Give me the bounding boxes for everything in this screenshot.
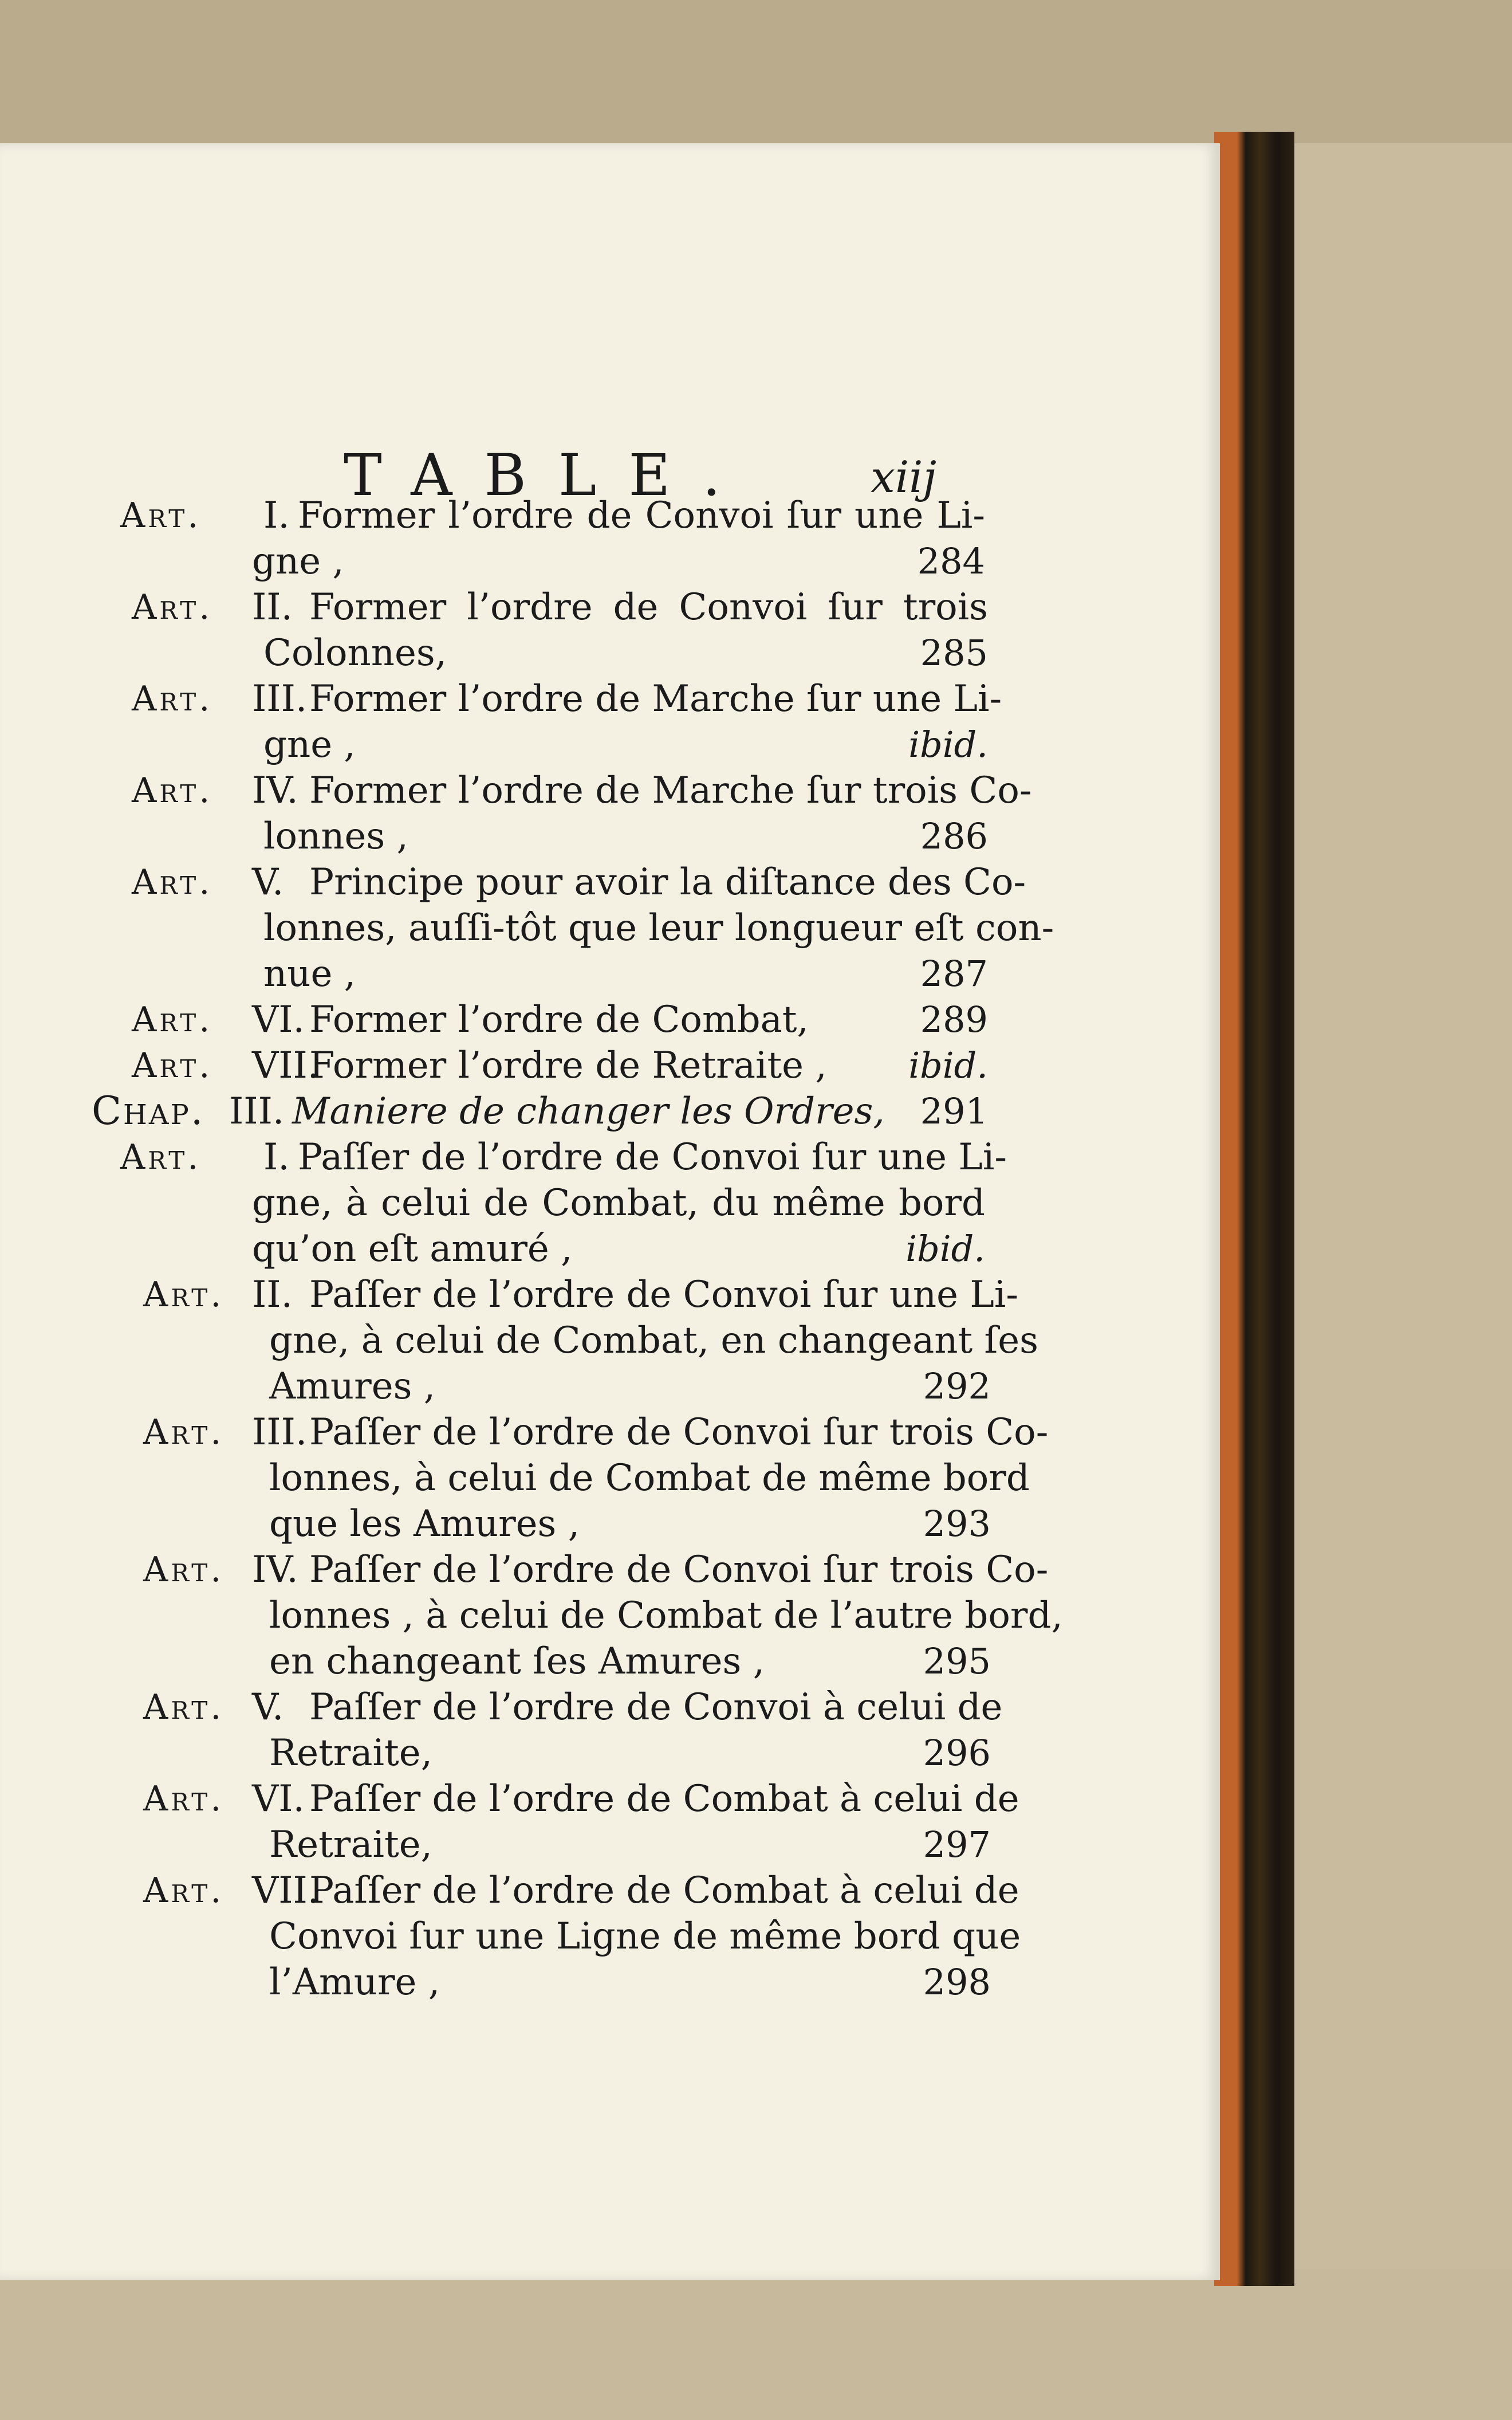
entry-text-line: l’Amure ,	[269, 1961, 440, 2003]
article-label: Art.	[120, 496, 202, 536]
entry-text-line: Colonnes,	[263, 632, 447, 674]
entry-text-line: en changeant ſes Amures ,	[269, 1640, 765, 1683]
entry-page-number: 293	[923, 1503, 991, 1545]
table-of-contents	[0, 143, 1220, 2280]
entry-text-line: lonnes ,	[263, 815, 408, 858]
entry-text-line: Former l’ordre de Marche ſur une Li-	[309, 678, 1002, 720]
article-label: Art.	[132, 1046, 213, 1086]
entry-number: III.	[229, 1090, 285, 1133]
entry-text-line: nue ,	[263, 953, 356, 995]
entry-text-line: Maniere de changer les Ordres,	[292, 1090, 885, 1133]
article-label: Art.	[132, 862, 213, 902]
entry-page-number: 289	[920, 999, 988, 1040]
entry-number: II.	[252, 1274, 293, 1316]
entry-text-line: gne, à celui de Combat, du même bord	[252, 1182, 985, 1224]
entry-page-number: 284	[917, 540, 985, 582]
entry-page-number: 298	[923, 1961, 991, 2003]
entry-text-line: lonnes, auſſi-tôt que leur longueur eſt con-	[263, 907, 1054, 949]
entry-number: VII.	[252, 1869, 320, 1912]
article-label: Art.	[132, 679, 213, 719]
entry-number: VI.	[252, 1778, 305, 1820]
entry-text-line: Paſſer de l’ordre de Convoi ſur trois Co-	[309, 1411, 1049, 1453]
article-label: Art.	[132, 771, 213, 811]
entry-text-line: Former l’ordre de Combat,	[309, 999, 809, 1041]
entry-text-line: Paſſer de l’ordre de Combat à celui de	[309, 1778, 1019, 1820]
article-label: Art.	[143, 1550, 225, 1590]
background-top	[0, 0, 1512, 143]
entry-text-line: Convoi ſur une Ligne de même bord que	[269, 1915, 1021, 1958]
entry-page-number: 291	[920, 1090, 988, 1132]
entry-text-line: gne ,	[263, 724, 356, 766]
entry-number: V.	[252, 861, 284, 903]
book-page	[0, 143, 1220, 2280]
article-label: Art.	[132, 1000, 213, 1040]
entry-text-line: qu’on eſt amuré ,	[252, 1228, 573, 1270]
entry-text-line: Former l’ordre de Convoi ſur une Li-	[298, 494, 985, 537]
entry-text-line: que les Amures ,	[269, 1503, 580, 1545]
entry-page-number: 296	[923, 1732, 991, 1774]
entry-text-line: lonnes , à celui de Combat de l’autre bord,	[269, 1594, 1063, 1637]
entry-text-line: gne, à celui de Combat, en changeant ſes	[269, 1319, 1038, 1362]
entry-page-number: 287	[920, 953, 988, 995]
entry-text-line: Principe pour avoir la diſtance des Co-	[309, 861, 1026, 903]
page-number: xiij	[871, 451, 937, 502]
article-label: Art.	[132, 587, 213, 627]
entry-number: I.	[263, 1136, 290, 1178]
entry-number: V.	[252, 1686, 284, 1728]
entry-text-line: Paſſer de l’ordre de Convoi ſur une Li-	[298, 1136, 1007, 1178]
page-title: TABLE.	[344, 442, 753, 509]
entry-page-number: ibid.	[908, 1044, 988, 1086]
entry-page-number: 285	[920, 632, 988, 674]
entry-page-number: 297	[923, 1824, 991, 1865]
article-label: Art.	[120, 1137, 202, 1177]
entry-page-number: 292	[923, 1365, 991, 1407]
entry-page-number: ibid.	[905, 1228, 985, 1270]
entry-number: VI.	[252, 999, 305, 1041]
entry-text-line: lonnes, à celui de Combat de même bord	[269, 1457, 1030, 1499]
entry-text-line: Paſſer de l’ordre de Convoi à celui de	[309, 1686, 1003, 1728]
entry-text-line: Amures ,	[269, 1365, 436, 1408]
entry-number: II.	[252, 586, 293, 628]
entry-text-line: Former l’ordre de Convoi ſur trois	[309, 586, 988, 628]
entry-number: III.	[252, 678, 308, 720]
entry-page-number: ibid.	[908, 724, 988, 765]
entry-page-number: 295	[923, 1640, 991, 1682]
entry-number: IV.	[252, 769, 298, 812]
article-label: Art.	[143, 1275, 225, 1315]
entry-number: VII.	[252, 1044, 320, 1087]
chapter-label: Chap.	[92, 1089, 205, 1134]
entry-text-line: Paſſer de l’ordre de Convoi ſur trois Co-	[309, 1549, 1049, 1591]
entry-text-line: Paſſer de l’ordre de Combat à celui de	[309, 1869, 1019, 1912]
entry-number: I.	[263, 494, 290, 537]
entry-number: III.	[252, 1411, 308, 1453]
article-label: Art.	[143, 1687, 225, 1727]
background-bottom	[0, 2269, 1512, 2420]
book-spine-edge	[1214, 132, 1294, 2286]
article-label: Art.	[143, 1412, 225, 1452]
entry-text-line: Paſſer de l’ordre de Convoi ſur une Li-	[309, 1274, 1018, 1316]
entry-page-number: 286	[920, 815, 988, 857]
entry-text-line: Former l’ordre de Retraite ,	[309, 1044, 827, 1087]
entry-text-line: Retraite,	[269, 1732, 432, 1774]
article-label: Art.	[143, 1871, 225, 1911]
article-label: Art.	[143, 1779, 225, 1819]
entry-number: IV.	[252, 1549, 298, 1591]
entry-text-line: gne ,	[252, 540, 344, 583]
entry-text-line: Former l’ordre de Marche ſur trois Co-	[309, 769, 1032, 812]
entry-text-line: Retraite,	[269, 1824, 432, 1866]
